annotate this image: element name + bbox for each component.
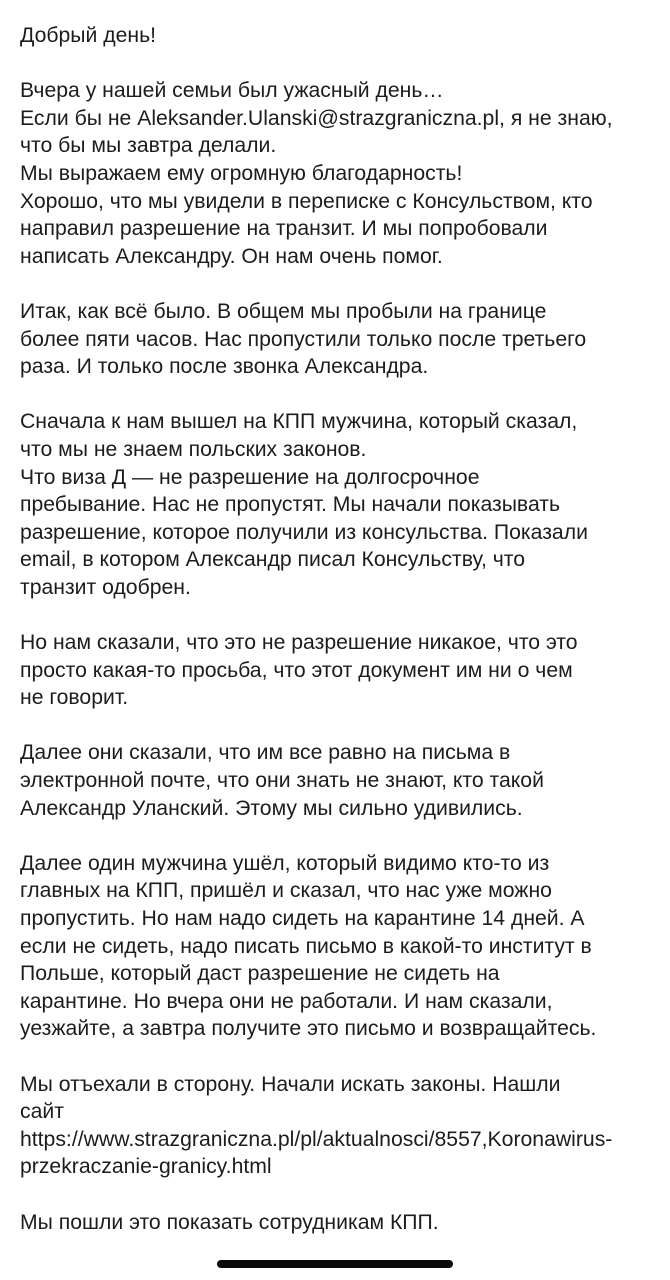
message-body	[20, 22, 654, 1236]
message-paragraph	[20, 1209, 654, 1237]
message-text-line: Мы выражаем ему огромную благодарность!	[20, 161, 463, 185]
message-text-line: раза. И только после звонка Александра.	[20, 355, 429, 379]
message-text-line: Хорошо, что мы увидели в переписке с Консульством, кто	[20, 189, 593, 213]
message-text-line: Далее они сказали, что им все равно на письма в	[20, 741, 511, 765]
message-text-line: разрешение, которое получили из консульства. Показали	[20, 520, 588, 544]
message-text-line: пребывание. Нас не пропустят. Мы начали показывать	[20, 493, 561, 517]
message-paragraph	[20, 1071, 654, 1181]
message-text-line: более пяти часов. Нас пропустили только после третьего	[20, 327, 587, 351]
message-text-line: написать Александру. Он нам очень помог.	[20, 244, 443, 268]
home-indicator[interactable]	[217, 1260, 453, 1268]
message-text-line: не говорит.	[20, 686, 129, 710]
message-paragraph	[20, 298, 654, 381]
message-paragraph	[20, 22, 654, 50]
message-text-line: Итак, как всё было. В общем мы пробыли на границе	[20, 299, 547, 323]
message-paragraph	[20, 77, 654, 270]
message-text-line: Что виза Д — не разрешение на долгосрочное	[20, 465, 480, 489]
message-text-line: направил разрешение на транзит. И мы попробовали	[20, 217, 548, 241]
message-text-line: электронной почте, что они знать не знают, кто такой	[20, 769, 544, 793]
message-text-line: przekraczanie-granicy.html	[20, 1155, 272, 1179]
message-text-line: транзит одобрен.	[20, 575, 191, 599]
message-text-line: Если бы не Aleksander.Ulanski@strazgraniczna.pl, я не знаю,	[20, 106, 613, 130]
message-text-line: Вчера у нашей семьи был ужасный день…	[20, 79, 444, 103]
message-text-line: https://www.strazgraniczna.pl/pl/aktualnosci/8557,Koronawirus-	[20, 1127, 613, 1151]
message-text-line: Добрый день!	[20, 24, 157, 47]
message-text-line: Но нам сказали, что это не разрешение никакое, что это	[20, 631, 578, 655]
message-text-line: уезжайте, а завтра получите это письмо и возвращайтесь.	[20, 1017, 597, 1041]
message-paragraph	[20, 629, 654, 712]
message-text-line: Сначала к нам вышел на КПП мужчина, который сказал,	[20, 410, 578, 434]
message-text-line: Польше, который даст разрешение не сидеть на	[20, 962, 500, 986]
message-text-line: главных на КПП, пришёл и сказал, что нас уже можно	[20, 879, 552, 903]
message-paragraph	[20, 408, 654, 601]
message-text-line: что бы мы завтра делали.	[20, 134, 277, 158]
message-text-line: что мы не знаем польских законов.	[20, 437, 367, 461]
message-text-line: если не сидеть, надо писать письмо в какой-то институт в	[20, 934, 592, 958]
message-text-line: email, в котором Александр писал Консульству, что	[20, 548, 526, 572]
message-text-line: Мы отъехали в сторону. Начали искать законы. Нашли	[20, 1072, 561, 1096]
message-text-line: пропустить. Но нам надо сидеть на карантине 14 дней. А	[20, 907, 585, 930]
message-text-line: Далее один мужчина ушёл, который видимо кто-то из	[20, 851, 550, 875]
message-text-line: Александр Уланский. Этому мы сильно удивились.	[20, 796, 523, 820]
message-text-line: просто какая-то просьба, что этот документ им ни о чем	[20, 658, 573, 682]
message-text-line: карантине. Но вчера они не работали. И нам сказали,	[20, 989, 553, 1013]
message-text-line: Мы пошли это показать сотрудникам КПП.	[20, 1210, 439, 1234]
message-paragraph	[20, 739, 654, 822]
message-text-line: сайт	[20, 1100, 64, 1124]
message-paragraph	[20, 850, 654, 1043]
